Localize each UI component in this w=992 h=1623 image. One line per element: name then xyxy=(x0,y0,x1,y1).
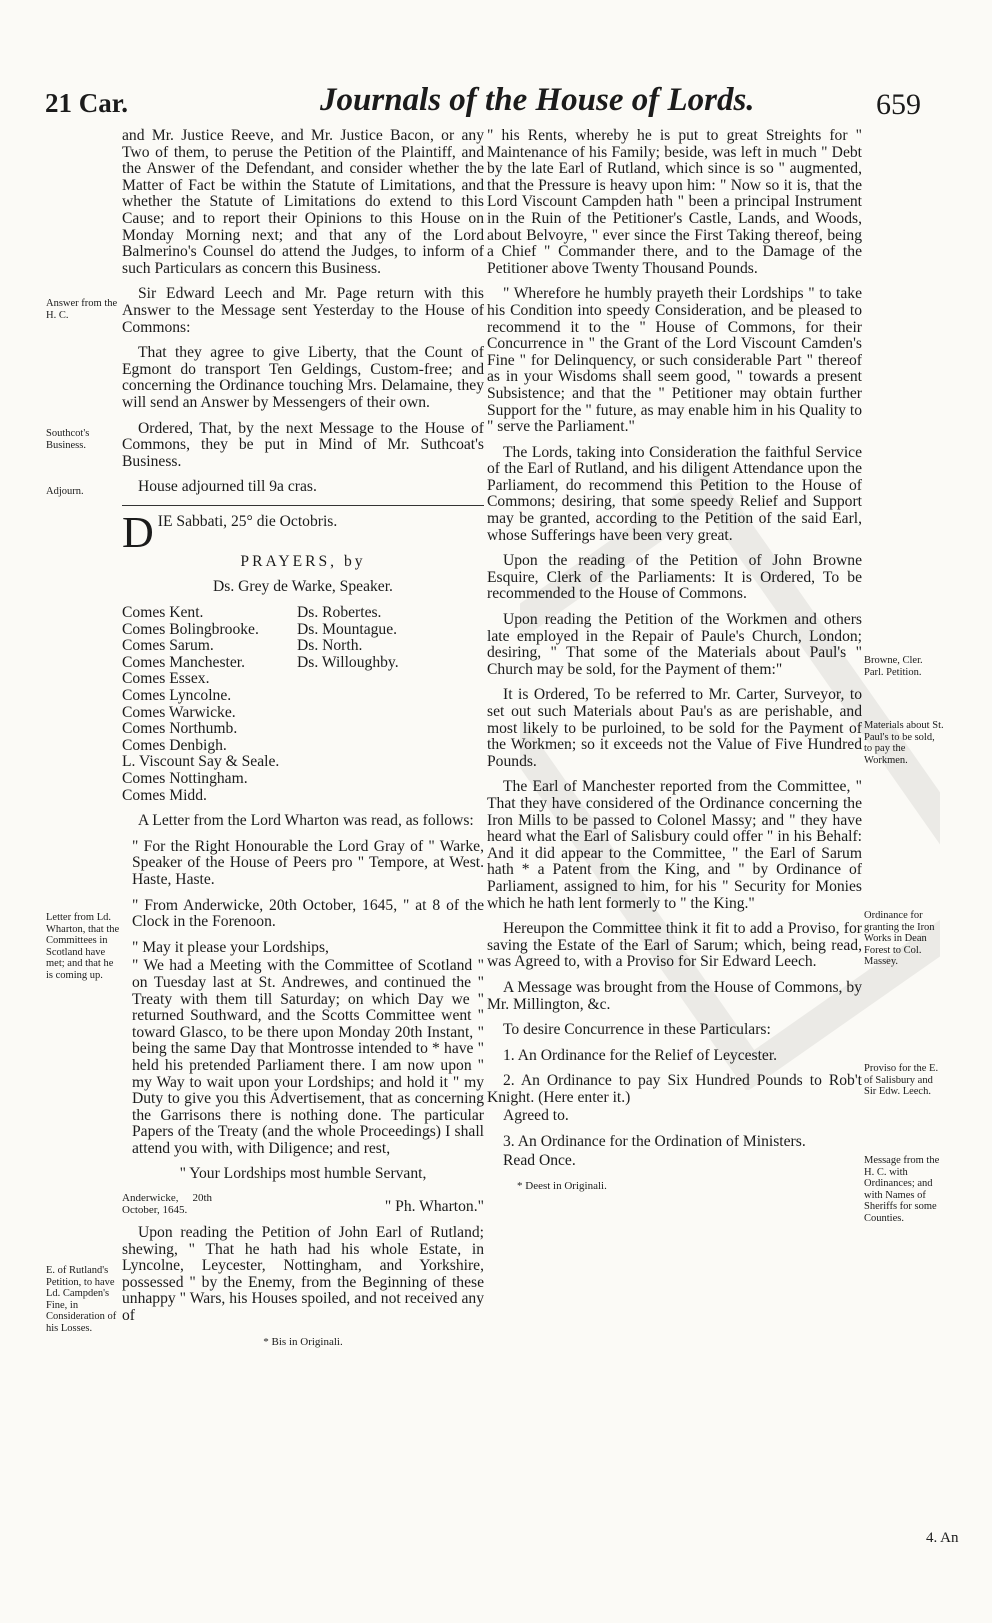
margin-note-ordinance: Ordinance for granting the Iron Works in Dean Forest to Col. Massey. xyxy=(864,910,935,968)
page-number: 659 xyxy=(876,88,921,121)
attendee-name: Comes Essex. xyxy=(122,670,210,688)
paragraph-manchester-report: The Earl of Manchester reported from the Committee, " That they have considered of the Ordinance concerning the Iron Mills to be passed to Colonel Massy; and " they have heard what the Earl of Salisbury could offer " in his Behalf: And it did appear to the Committee, " the Earl of Sarum hath * a Patent from the King, and " by Ordinance of Parliament, assigned to him, for his " Security for Monies which he hath lent formerly to " the King." xyxy=(487,778,862,912)
margin-note-southcot: Southcot's Business. xyxy=(46,428,90,451)
paragraph-judges: and Mr. Justice Reeve, and Mr. Justice Bacon, or any Two of them, to peruse the Petition of the Plaintiff, and the Answer of the Defendant, and consider whether the Matter of Fact be within the Statute of Limitations, and whether the Statute of Limitations do extend to this Cause; and to report their Opinions to this House on Monday Morning next; and that any of the Lord Balmerino's Counsel do attend the Judges, to inform of such Particulars as concern this Business. xyxy=(122,127,484,277)
item-ordinance-2: 2. An Ordinance to pay Six Hundred Pounds to Rob't Knight. (Here enter it.) xyxy=(487,1072,862,1106)
letter-dateline: " From Anderwicke, 20th October, 1645, " at 8 of the Clock in the Forenoon. xyxy=(132,896,484,931)
attendee-name: Ds. North. xyxy=(297,637,363,655)
running-head-regnal-year: 21 Car. xyxy=(45,88,129,118)
attendee-name: Ds. Mountague. xyxy=(297,620,398,638)
margin-note-browne: Browne, Cler. Parl. Petition. xyxy=(864,655,923,678)
left-column xyxy=(122,128,484,1350)
paragraph-rutland-continued: " his Rents, whereby he is put to great Streights for " Maintenance of his Family; beside, was left in much " Debt by the late Earl of Rutland, which since is so " augmented, that the Pressure is heavy upon him: " Now so it is, that the Lord Viscount Campden hath " been a principal Instrument in the Ruin of the Petitioner's Castle, Lands, and Woods, about Belvoyre, " ever since the First Taking thereof, being a Chief " Commander there, and to the Damage of the Petitioner above Twenty Thousand Pounds. xyxy=(487,127,862,277)
item-ordinance-1: 1. An Ordinance for the Relief of Leycester. xyxy=(503,1046,778,1064)
item-ordinance-3: 3. An Ordinance for the Ordination of Ministers. xyxy=(503,1133,806,1151)
paragraph-workmen-petition: Upon reading the Petition of the Workmen and others late employed in the Repair of Paule's Church, London; desiring, " That some of the Materials about Paul's " Church may be sold, for the Payment of them:" xyxy=(487,611,862,678)
margin-note-proviso: Proviso for the E. of Salisbury and Sir Edw. Leech. xyxy=(864,1063,939,1098)
paragraph-referred-carter: It is Ordered, To be referred to Mr. Carter, Surveyor, to set out such Materials about Pau's as are perishable, and most likely to be purloined, to be sold for the Payment of the Workmen; so it exceeds not the Value of Five Hundred Pounds. xyxy=(487,686,862,770)
paragraph-proviso: Hereupon the Committee think it fit to add a Proviso, for saving the Estate of the Earl of Sarum; which, being read, was Agreed to, with a Proviso for Sir Edward Leech. xyxy=(487,920,862,971)
prayers-heading: PRAYERS, by xyxy=(240,552,366,570)
margin-note-materials: Materials about St. Paul's to be sold, to pay the Workmen. xyxy=(864,720,944,766)
catchword: 4. An xyxy=(926,1530,959,1546)
attendee-name: Comes Bolingbrooke. xyxy=(122,620,259,638)
signature-place-date: Anderwicke, 20th October, 1645. xyxy=(122,1192,212,1217)
letter-salutation: " May it please your Lordships, xyxy=(132,938,329,956)
drop-cap: D xyxy=(122,513,154,550)
day-heading-text: IE Sabbati, 25° die Octobris. xyxy=(157,513,338,530)
attendee-name: Comes Kent. xyxy=(122,604,204,622)
margin-note-message: Message from the H. C. with Ordinances; and with Names of Sheriffs for some Counties. xyxy=(864,1155,940,1224)
attendee-name: Comes Manchester. xyxy=(122,653,245,671)
letter-body: " We had a Meeting with the Committee of Scotland " on Tuesday last at St. Andrewes, and continued the " Treaty with them till Saturday; on which Day we " returned Southward, and the Scotts Committee went " toward Glasco, to be there upon Monday 20th Instant, " being the same Day that Montrosse intended to * have " held his pretended Parliament there. I am now upon " my Way to wait upon your Lordships; and hold it " my Duty to give you this Advertisement, that as concerning the Garrisons there is nothing done. The particular Papers of the Treaty (and the whole Proceedings) I shall attend you with, with Diligence; and rest, xyxy=(132,957,484,1157)
running-head-title: Journals of the House of Lords. xyxy=(320,82,755,118)
attendee-name: Comes Sarum. xyxy=(122,637,214,655)
paragraph-rutland-petition: Upon reading the Petition of John Earl of Rutland; shewing, " That he hath had his whole Estate, in Lyncolne, Leycester, Nottingham, and Yorkshire, possessed " by the Enemy, from the Beginning of these unhappy " Wars, his Houses spoiled, and not received any of xyxy=(122,1224,484,1325)
attendance-list-earls xyxy=(122,605,297,804)
margin-note-letter: Letter from Ld. Wharton, that the Committees in Scotland have met; and that he is coming up. xyxy=(46,912,120,981)
item-agreed: Agreed to. xyxy=(503,1107,569,1125)
paragraph-wherefore: " Wherefore he humbly prayeth their Lordships " to take his Condition into speedy Consideration, and be pleased to recommend it to the " House of Commons, for their Concurrence in " the Grant of the Lord Viscount Camden's Fine " for Delinquency, or such considerable Part " thereof as in your Wisdoms shall seem good, " towards a present Subsistence; and that the " Petitioner may obtain further Support for the " future, as may enable him in his Quality to " serve the Parliament." xyxy=(487,285,862,436)
attendee-name: Comes Northumb. xyxy=(122,720,238,738)
attendee-name: Comes Midd. xyxy=(122,786,207,804)
attendee-name: Comes Warwicke. xyxy=(122,703,236,721)
letter-address: " For the Right Honourable the Lord Gray of " Warke, Speaker of the House of Peers pro " Tempore, at West. Haste, Haste. xyxy=(132,837,484,888)
paragraph-desire-concurrence: To desire Concurrence in these Particulars: xyxy=(503,1021,771,1039)
margin-note-rutland: E. of Rutland's Petition, to have Ld. Campden's Fine, in Consideration of his Losses. xyxy=(46,1265,117,1334)
attendance-list xyxy=(122,605,484,804)
signature-name: " Ph. Wharton." xyxy=(384,1198,484,1216)
margin-note-adjourn: Adjourn. xyxy=(46,486,84,497)
attendee-name: Comes Nottingham. xyxy=(122,770,248,787)
paragraph-adjourned: House adjourned till 9a cras. xyxy=(138,478,317,496)
paragraph-answer-detail: That they agree to give Liberty, that the Count of Egmont do transport Ten Geldings, Custom-free; and concerning the Ordinance touching Mrs. Delamaine, they will send an Answer by Messengers of their own. xyxy=(122,344,484,411)
attendee-name: Comes Denbigh. xyxy=(122,736,227,754)
paragraph-browne-petition: Upon the reading of the Petition of John Browne Esquire, Clerk of the Parliaments: It is Ordered, To be recommended to the House of Commons. xyxy=(487,552,862,603)
attendee-name: Comes Lyncolne. xyxy=(122,687,232,705)
speaker-line: Ds. Grey de Warke, Speaker. xyxy=(213,578,393,596)
attendee-name: Ds. Willoughby. xyxy=(297,653,399,671)
day-heading xyxy=(122,514,484,550)
letter-closing: " Your Lordships most humble Servant, xyxy=(179,1165,427,1183)
attendee-name: Ds. Robertes. xyxy=(297,604,382,622)
section-divider xyxy=(122,505,484,506)
margin-note-answer: Answer from the H. C. xyxy=(46,298,118,321)
paragraph-lords-recommend: The Lords, taking into Consideration the faithful Service of the Earl of Rutland, and his diligent Attendance upon the Parliament, do recommend this Petition to the House of Commons; desiring, that some speedy Relief and Support may be granted, according to the Petition of the said Earl, whose Sufferings have been very great. xyxy=(487,443,862,544)
item-read-once: Read Once. xyxy=(503,1151,576,1169)
right-column xyxy=(487,128,862,1195)
paragraph-ordered-southcot: Ordered, That, by the next Message to the House of Commons, they be put in Mind of Mr. Suthcoat's Business. xyxy=(122,419,484,470)
paragraph-answer: Sir Edward Leech and Mr. Page return with this Answer to the Message sent Yesterday to the House of Commons: xyxy=(122,285,484,336)
footnote-left: * Bis in Originali. xyxy=(263,1335,343,1348)
attendance-list-barons xyxy=(297,605,399,804)
attendee-name: L. Viscount Say & Seale. xyxy=(122,753,280,771)
paragraph-letter-intro: A Letter from the Lord Wharton was read, as follows: xyxy=(138,812,474,830)
letter-signature xyxy=(122,1192,484,1216)
footnote-right: * Deest in Originali. xyxy=(517,1180,607,1193)
paragraph-message: A Message was brought from the House of Commons, by Mr. Millington, &c. xyxy=(487,978,862,1013)
